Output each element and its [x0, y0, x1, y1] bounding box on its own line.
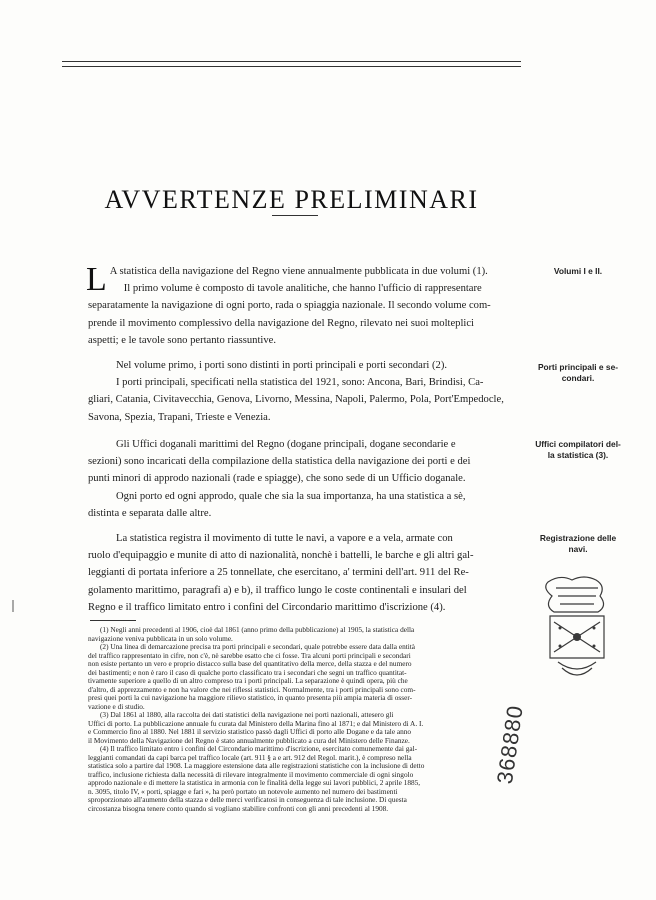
text-line: I porti principali, specificati nella statistica del 1921, sono: Ancona, Bari, Brindisi, Ca- [116, 377, 484, 389]
paragraph-volumes [88, 263, 521, 349]
top-rule [62, 61, 521, 62]
footnote-line: (2) Una linea di demarcazione precisa tra porti principali e secondari, quale potrebbe essere data dalla entità [100, 643, 416, 651]
paragraph-ports [88, 357, 521, 426]
text-line: Ogni porto ed ogni approdo, quale che sia la sua importanza, ha una statistica a sè, [116, 490, 466, 502]
footnote-line: statistica solo a partire dal 1908. La maggiore estensione data alle registrazioni statistiche con la inclusione di detto [88, 762, 425, 770]
text-line: ruolo d'equipaggio e munite di atto di nazionalità, nonchè i battelli, le barche e gli altri gal- [88, 550, 474, 562]
footnote-line: il Movimento della Navigazione del Regno è stato annualmente pubblicato a cura del Ministero delle Finanze. [88, 736, 410, 745]
footnote-line: (4) Il traffico limitato entro i confini del Circondario marittimo d'iscrizione, esercitato comunemente dai gal- [100, 745, 418, 753]
sidenote-volumes [532, 266, 624, 277]
footnote-line: d'altro, di apprezzamento e non ha valore che nei riflessi statistici. Normalmente, tra i porti principali sono com- [88, 685, 416, 694]
footnote-line: n. 3095, titolo IV, « porti, spiagge e fari », ha però portato un notevole aumento nel numero dei bastimenti [88, 787, 398, 796]
sidenote-line: condari. [561, 373, 595, 383]
paragraph-offices [88, 436, 521, 522]
footnote-line: presi quei porti la cui navigazione ha maggiore rilievo statistico, in quanto presenta più ampia materia di osser- [88, 694, 413, 702]
sidenote-offices [532, 439, 624, 461]
footnote-separator [90, 620, 136, 621]
sidenote-line: la statistica (3). [547, 450, 609, 460]
title-underline [272, 215, 318, 216]
footnote-line: del traffico rappresentato in cifre, non c'è, nè sarebbe esatto che ci fosse. Tra alcuni porti principali e secondari [88, 651, 411, 660]
footnote-line: (3) Dal 1861 al 1880, alla raccolta dei dati statistici della navigazione nei porti nazionali, attesero gli [100, 711, 394, 719]
page-mark [12, 600, 14, 612]
text-line: Savona, Spezia, Trapani, Trieste e Venezia. [88, 411, 271, 423]
footnote-line: tivamente superiore a quello di un altro compreso tra i porti principali. La separazione è quindi opera, più che [88, 677, 408, 685]
footnote-line: e Commercio fino al 1880. Nel 1881 il servizio statistico passò dagli Uffici di porto alle Dogane e da tale anno [88, 728, 412, 736]
sidenote-line: navi. [568, 544, 588, 554]
drop-cap: L [86, 261, 107, 298]
sidenote-registration [532, 533, 624, 555]
text-line: Il primo volume è composto di tavole analitiche, che hanno l'ufficio di rappresentare [123, 283, 482, 295]
footnote-line: (1) Negli anni precedenti al 1906, cioè dal 1861 (anno primo della pubblicazione) al 1905, la statistica della [100, 626, 415, 634]
footnote-line: Uffici di porto. La pubblicazione annuale fu curata dal Ministero della Marina fino al 1871; e dal Ministero di A. I. [88, 719, 424, 728]
page-title: AVVERTENZE PRELIMINARI [104, 185, 479, 215]
sidenote-line: Registrazione delle [539, 533, 617, 543]
footnote-line: approdo nazionale e di mettere la statistica in armonia con le finalità della legge sui lavori pubblici, 2 aprile 1885, [88, 779, 421, 787]
text-line: Nel volume primo, i porti sono distinti in porti principali e porti secondari (2). [116, 360, 447, 371]
footnote-line: traffico, inclusione richiesta dalla necessità di rilevare integralmente il movimento commerciale di ogni singolo [88, 770, 414, 779]
footnote-line: dei bastimenti; e non è raro il caso di qualche porto classificato tra i secondari che segni un traffico quantitat- [88, 668, 407, 677]
footnote-line: circostanza bisogna tenere conto quando si vogliano stabilire confronti con gli anni precedenti al 1908. [88, 804, 389, 813]
sidenote-ports [532, 362, 624, 384]
footnote-line: vazione e di studio. [88, 702, 145, 711]
text-line: Regno e il traffico limitato entro i confini del Circondario marittimo d'iscrizione (4). [88, 601, 446, 613]
footnote-line: leggianti comandati da capi barca pel traffico locale (art. 911 § a e art. 912 del Regol. marit.), è compreso nella [88, 753, 412, 762]
sidenote-line: Volumi I e II. [553, 266, 603, 276]
text-line: A statistica della navigazione del Regno viene annualmente pubblicata in due volumi (1). [109, 266, 488, 277]
text-line: golamento marittimo, paragrafi a) e b), il traffico lungo le coste continentali e insulari del [88, 584, 467, 596]
footnote-line: navigazione veniva pubblicata in un solo volume. [88, 634, 233, 643]
text-line: Gli Uffici doganali marittimi del Regno (dogane principali, dogane secondarie e [116, 439, 456, 450]
accession-number: 368880 [492, 703, 528, 786]
sidenote-line: Uffici compilatori del- [535, 439, 621, 449]
sidenote-line: Porti principali e se- [537, 362, 619, 372]
text-line: prende il movimento complessivo della navigazione del Regno, rilevato nei suoi molteplici [88, 317, 474, 329]
top-rule-secondary [62, 66, 521, 67]
footnotes [88, 626, 521, 813]
text-line: punti minori di approdo nazionali (rade e spiagge), che sono sede di un Ufficio doganale. [88, 473, 466, 485]
text-line: gliari, Catania, Civitavecchia, Genova, Livorno, Messina, Napoli, Palermo, Pola, Port'Empedocle, [88, 394, 504, 406]
text-line: separatamente la navigazione di ogni porto, rada o spiaggia nazionale. Il secondo volume com- [88, 300, 491, 312]
text-line: leggianti di portata inferiore a 25 tonnellate, che esercitano, a' termini dell'art. 911 del Re- [88, 567, 469, 579]
text-line: distinta e separata dalle altre. [88, 507, 212, 519]
text-line: aspetti; e le tavole sono pertanto riassuntive. [88, 334, 276, 346]
footnote-line: sproporzionato all'aumento della stazza e delle merci verificatosi in conseguenza di tale inclusione. Di questa [88, 796, 407, 804]
footnote-line: non esiste pertanto un vero e proprio distacco sulla base del quantitativo della merce, della stazza e del numero [88, 660, 412, 668]
text-line: La statistica registra il movimento di tutte le navi, a vapore e a vela, armate con [116, 533, 453, 544]
library-stamp-icon [540, 572, 614, 684]
paragraph-registration [88, 530, 521, 616]
text-line: sezioni) sono incaricati della compilazione della statistica della navigazione dei porti e dei [88, 456, 471, 468]
